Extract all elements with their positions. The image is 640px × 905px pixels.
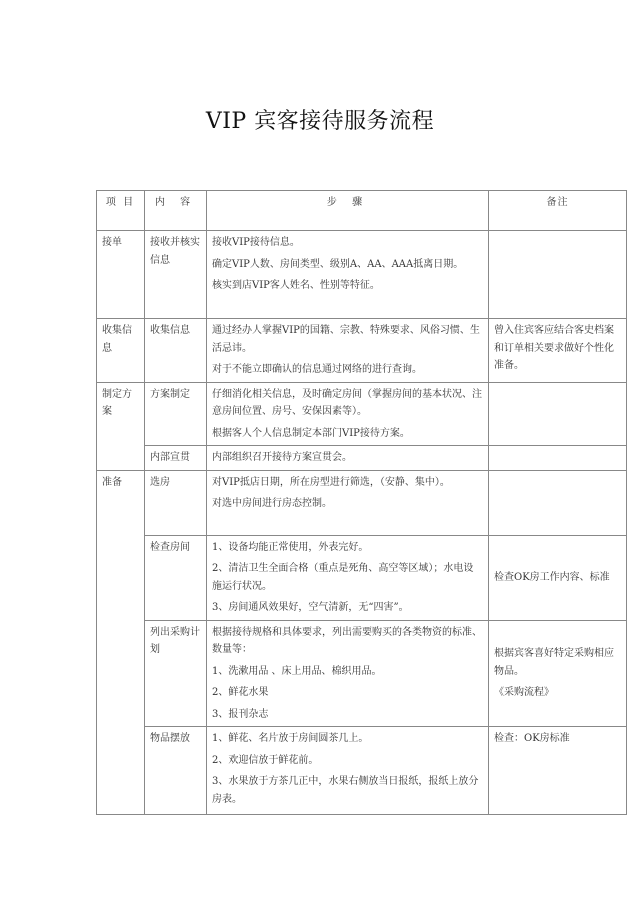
step-line: 根据客人个人信息制定本部门VIP接待方案。	[212, 427, 410, 439]
note-cell	[489, 446, 627, 471]
steps-cell	[207, 446, 489, 471]
step-line: 根据接待规格和具体要求，列出需要购买的各类物资的标准、数量等：	[212, 626, 482, 655]
note-cell	[489, 620, 627, 727]
step-line: 内部组织召开接待方案宣贯会。	[212, 452, 352, 463]
content-cell: 方案制定	[145, 382, 207, 446]
header-steps: 步 骤	[207, 191, 489, 231]
table-row	[97, 470, 627, 535]
steps-cell	[207, 231, 489, 319]
steps-cell	[207, 382, 489, 446]
step-line: 2、欢迎信放于鲜花前。	[212, 754, 319, 766]
item-cell: 准备	[97, 470, 145, 815]
step-line: 3、房间通风效果好，空气清新，无“四害”。	[212, 602, 409, 613]
table-row	[97, 382, 627, 446]
step-line: 接收VIP接待信息。	[212, 237, 300, 248]
header-content: 内 容	[145, 191, 207, 231]
step-line: 对于不能立即确认的信息通过网络的进行查询。	[212, 364, 422, 375]
step-line: 1、鲜花、名片放于房间圆茶几上。	[212, 733, 369, 744]
note-cell: 检查OK房工作内容、标准	[489, 535, 627, 620]
step-line: 通过经办人掌握VIP的国籍、宗教、特殊要求、风俗习惯、生活忌讳。	[212, 325, 480, 354]
note-cell	[489, 231, 627, 319]
step-line: 1、洗漱用品 、床上用品、棉织用品。	[212, 665, 382, 677]
content-cell: 接收并核实信息	[145, 231, 207, 319]
content-cell: 检查房间	[145, 535, 207, 620]
table-row	[97, 620, 627, 727]
step-line: 核实到店VIP客人姓名、性别等特征。	[212, 280, 380, 291]
note-line: 根据宾客喜好特定采购相应物品。	[494, 648, 614, 677]
steps-cell	[207, 470, 489, 535]
content-cell: 列出采购计划	[145, 620, 207, 727]
content-cell: 物品摆放	[145, 727, 207, 815]
header-item: 项 目	[97, 191, 145, 231]
item-cell: 接单	[97, 231, 145, 319]
table-row	[97, 231, 627, 319]
steps-cell	[207, 535, 489, 620]
step-line: 1、设备均能正常使用，外表完好。	[212, 541, 369, 553]
note-cell: 检查：OK房标准	[489, 727, 627, 815]
steps-cell	[207, 319, 489, 383]
step-line: 仔细消化相关信息，及时确定房间（掌握房间的基本状况、注意房间位置、房号、安保因素等）。	[212, 388, 482, 417]
table-row	[97, 446, 627, 471]
step-line: 3、水果放于方茶几正中，水果右侧放当日报纸，报纸上放分房表。	[212, 776, 479, 805]
note-cell	[489, 470, 627, 535]
content-cell: 收集信息	[145, 319, 207, 383]
item-cell: 收集信息	[97, 319, 145, 383]
step-line: 2、鲜花水果	[212, 687, 269, 698]
note-cell	[489, 382, 627, 446]
page-title: VIP 宾客接待服务流程	[205, 109, 435, 134]
step-line: 2、清洁卫生全面合格（重点是死角、高空等区域）；水电设施运行状况。	[212, 563, 474, 592]
header-row	[97, 191, 627, 231]
header-note: 备注	[489, 191, 627, 231]
step-line: 对VIP抵店日期，所在房型进行筛选，（安静、集中）。	[212, 476, 450, 488]
table-row	[97, 319, 627, 383]
note-line: 《采购流程》	[494, 687, 554, 698]
step-line: 3、报刊杂志	[212, 708, 269, 720]
step-line: 对选中房间进行房态控制。	[212, 498, 332, 509]
service-flow-table	[96, 190, 627, 815]
note-cell: 曾入住宾客应结合客史档案和订单相关要求做好个性化准备。	[489, 319, 627, 383]
table-row	[97, 535, 627, 620]
step-line: 确定VIP人数、房间类型、级别A、AA、AAA抵离日期。	[212, 258, 464, 270]
content-cell: 选房	[145, 470, 207, 535]
content-cell: 内部宣贯	[145, 446, 207, 471]
table-row	[97, 727, 627, 815]
steps-cell	[207, 620, 489, 727]
steps-cell	[207, 727, 489, 815]
item-cell: 制定方案	[97, 382, 145, 470]
